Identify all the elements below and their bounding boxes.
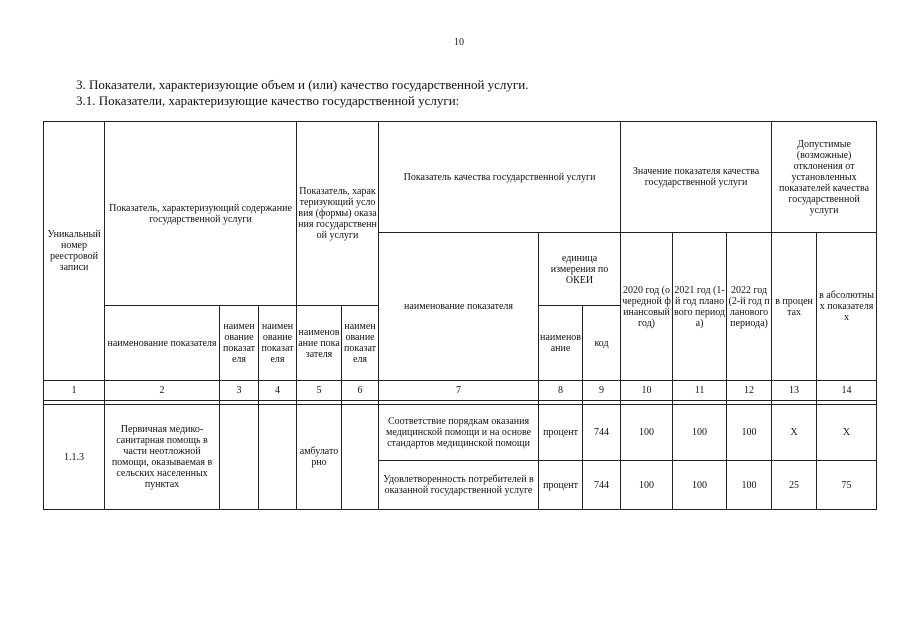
header-sub-name-6: наименование показателя: [342, 306, 379, 381]
column-number: 2: [105, 381, 220, 401]
table-row: [44, 405, 877, 461]
record-number: 1.1.3: [44, 405, 105, 510]
unit-code: 744: [583, 461, 621, 510]
value-2020: 100: [621, 461, 673, 510]
column-number: 11: [673, 381, 727, 401]
column-number: 5: [297, 381, 342, 401]
deviation-percent: X: [772, 405, 817, 461]
header-unit-okei: единица измерения по ОКЕИ: [539, 233, 621, 306]
section-heading: 3. Показатели, характеризующие объем и (или) качество государственной услуги.: [76, 77, 529, 92]
unit-name: процент: [539, 461, 583, 510]
header-unit-name: наименование: [539, 306, 583, 381]
header-sub-name-3: наименование показателя: [220, 306, 259, 381]
header-sub-name-main: наименование показателя: [105, 306, 220, 381]
column-number: 7: [379, 381, 539, 401]
header-indicator-name: наименование показателя: [379, 233, 539, 381]
deviation-percent: 25: [772, 461, 817, 510]
deviation-absolute: X: [817, 405, 877, 461]
header-quality-group: Показатель качества государственной услуги: [379, 122, 621, 233]
header-year-2021: 2021 год (1-й год планового периода): [673, 233, 727, 381]
indicator-name: Удовлетворенность потребителей в оказанной государственной услуге: [379, 461, 539, 510]
header-content-group: Показатель, характеризующий содержание государственной услуги: [105, 122, 297, 306]
column-number: 12: [727, 381, 772, 401]
column-number: 4: [259, 381, 297, 401]
header-unit-code: код: [583, 306, 621, 381]
record-condition: амбулаторно: [297, 405, 342, 510]
record-empty-3: [220, 405, 259, 510]
value-2022: 100: [727, 405, 772, 461]
header-value-group: Значение показателя качества государственной услуги: [621, 122, 772, 233]
page-number: 10: [454, 37, 464, 48]
header-in-absolute: в абсолютных показателях: [817, 233, 877, 381]
column-numbers-row: [44, 381, 877, 401]
header-year-2022: 2022 год (2-й год планового периода): [727, 233, 772, 381]
deviation-absolute: 75: [817, 461, 877, 510]
header-in-percent: в процентах: [772, 233, 817, 381]
column-number: 14: [817, 381, 877, 401]
header-deviation-group: Допустимые (возможные) отклонения от установленных показателей качества государственной услуги: [772, 122, 877, 233]
column-number: 3: [220, 381, 259, 401]
quality-indicators-table: [43, 121, 877, 510]
column-number: 13: [772, 381, 817, 401]
value-2022: 100: [727, 461, 772, 510]
unit-name: процент: [539, 405, 583, 461]
header-conditions-group: Показатель, характеризующий условия (формы) оказания государственной услуги: [297, 122, 379, 306]
column-number: 6: [342, 381, 379, 401]
value-2021: 100: [673, 405, 727, 461]
header-unique-number: Уникальный номер реестровой записи: [44, 122, 105, 381]
record-empty-6: [342, 405, 379, 510]
column-number: 8: [539, 381, 583, 401]
record-empty-4: [259, 405, 297, 510]
record-content: Первичная медико-санитарная помощь в части неотложной помощи, оказываемая в сельских населенных пунктах: [105, 405, 220, 510]
column-number: 1: [44, 381, 105, 401]
unit-code: 744: [583, 405, 621, 461]
indicator-name: Соответствие порядкам оказания медицинской помощи и на основе стандартов медицинской помощи: [379, 405, 539, 461]
value-2020: 100: [621, 405, 673, 461]
header-sub-name-4: наименование показателя: [259, 306, 297, 381]
value-2021: 100: [673, 461, 727, 510]
column-number: 10: [621, 381, 673, 401]
column-number: 9: [583, 381, 621, 401]
header-year-2020: 2020 год (очередной финансовый год): [621, 233, 673, 381]
header-sub-name-5: наименование показателя: [297, 306, 342, 381]
subsection-heading: 3.1. Показатели, характеризующие качество государственной услуги:: [76, 93, 460, 108]
